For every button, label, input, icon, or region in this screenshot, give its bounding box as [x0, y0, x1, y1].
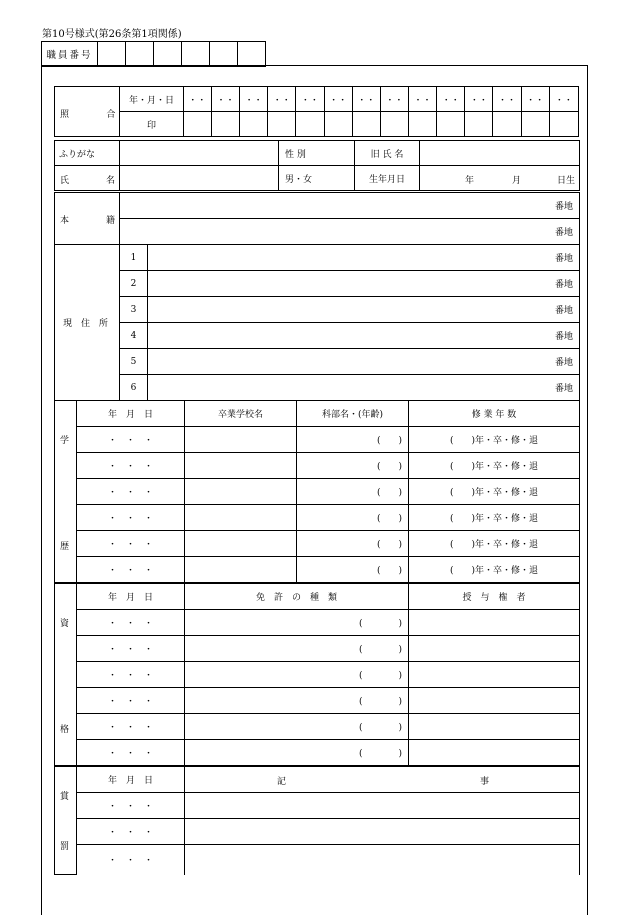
education-years[interactable]: ( )年・卒・修・退 — [409, 531, 580, 557]
education-col-date: 年 月 日 — [77, 401, 185, 427]
address-label: 現 住 所 — [55, 245, 120, 401]
verify-dots[interactable]: ・・ — [240, 87, 268, 112]
education-years[interactable]: ( )年・卒・修・退 — [409, 453, 580, 479]
verify-dots[interactable]: ・・ — [268, 87, 296, 112]
gender-label: 性 別 — [279, 141, 355, 166]
reward-date[interactable]: ・ ・ ・ — [77, 819, 185, 845]
birth-label: 生年月日 — [355, 166, 420, 191]
education-school[interactable] — [185, 479, 297, 505]
verify-dots[interactable]: ・・ — [408, 87, 436, 112]
verify-seal-box[interactable] — [549, 112, 578, 137]
reward-section — [54, 766, 580, 875]
license-col-date: 年 月 日 — [77, 584, 185, 610]
domicile-label: 本 籍 — [55, 193, 120, 245]
address-row-num: 1 — [120, 245, 148, 271]
verify-seal-box[interactable] — [268, 112, 296, 137]
staff-number-digit[interactable] — [98, 42, 126, 67]
license-grantor[interactable] — [409, 688, 580, 714]
education-dept[interactable]: ( ) — [297, 453, 409, 479]
reward-record[interactable] — [185, 793, 580, 819]
education-years[interactable]: ( )年・卒・修・退 — [409, 427, 580, 453]
address-row-num: 6 — [120, 375, 148, 401]
education-years[interactable]: ( )年・卒・修・退 — [409, 505, 580, 531]
verify-seal-box[interactable] — [183, 112, 211, 137]
address-row-num: 5 — [120, 349, 148, 375]
staff-number-label: 職員番号 — [42, 42, 98, 67]
reward-col-date: 年 月 日 — [77, 767, 185, 793]
domicile-line[interactable]: 番地 — [120, 193, 580, 219]
name-label: 氏 名 — [55, 166, 120, 191]
education-school[interactable] — [185, 427, 297, 453]
license-date[interactable]: ・ ・ ・ — [77, 610, 185, 636]
reward-record[interactable] — [185, 845, 580, 875]
staff-number-digit[interactable] — [154, 42, 182, 67]
education-date[interactable]: ・ ・ ・ — [77, 453, 185, 479]
license-date[interactable]: ・ ・ ・ — [77, 662, 185, 688]
license-type[interactable]: ( ) — [185, 740, 409, 766]
education-date[interactable]: ・ ・ ・ — [77, 557, 185, 583]
education-col-dept: 科部名・(年齢) — [297, 401, 409, 427]
education-section — [54, 400, 580, 583]
education-school[interactable] — [185, 531, 297, 557]
education-years[interactable]: ( )年・卒・修・退 — [409, 557, 580, 583]
verify-dots[interactable]: ・・ — [324, 87, 352, 112]
form-title: 第10号様式(第26条第1項関係) — [42, 29, 182, 40]
license-date[interactable]: ・ ・ ・ — [77, 688, 185, 714]
education-dept[interactable]: ( ) — [297, 479, 409, 505]
education-date[interactable]: ・ ・ ・ — [77, 531, 185, 557]
address-section — [54, 244, 580, 401]
license-section — [54, 583, 580, 766]
verify-seal-box[interactable] — [465, 112, 493, 137]
verify-dots[interactable]: ・・ — [549, 87, 578, 112]
address-line[interactable]: 番地 — [148, 375, 580, 401]
verify-seal-box[interactable] — [380, 112, 408, 137]
education-label: 学 歴 — [55, 401, 77, 583]
verify-dots[interactable]: ・・ — [437, 87, 465, 112]
verify-dots[interactable]: ・・ — [352, 87, 380, 112]
education-school[interactable] — [185, 453, 297, 479]
verify-seal-box[interactable] — [240, 112, 268, 137]
reward-record[interactable] — [185, 819, 580, 845]
furigana-field[interactable] — [120, 141, 279, 166]
staff-number-digit[interactable] — [126, 42, 154, 67]
license-grantor[interactable] — [409, 662, 580, 688]
reward-label: 賞 罰 — [55, 767, 77, 875]
address-row-num: 4 — [120, 323, 148, 349]
birth-field[interactable]: 年 月 日生 — [420, 166, 580, 191]
verify-seal-box[interactable] — [408, 112, 436, 137]
reward-col-record: 記 事 — [185, 767, 580, 793]
address-line[interactable]: 番地 — [148, 349, 580, 375]
reward-date[interactable]: ・ ・ ・ — [77, 793, 185, 819]
verify-seal-box[interactable] — [437, 112, 465, 137]
license-grantor[interactable] — [409, 610, 580, 636]
verify-seal-label: 印 — [120, 112, 183, 137]
verify-dots[interactable]: ・・ — [211, 87, 239, 112]
education-school[interactable] — [185, 505, 297, 531]
license-type[interactable]: ( ) — [185, 610, 409, 636]
license-type[interactable]: ( ) — [185, 636, 409, 662]
education-date[interactable]: ・ ・ ・ — [77, 427, 185, 453]
education-date[interactable]: ・ ・ ・ — [77, 505, 185, 531]
former-name-field[interactable] — [420, 141, 580, 166]
education-dept[interactable]: ( ) — [297, 531, 409, 557]
education-date[interactable]: ・ ・ ・ — [77, 479, 185, 505]
verify-dots[interactable]: ・・ — [380, 87, 408, 112]
domicile-line[interactable]: 番地 — [120, 219, 580, 245]
license-grantor[interactable] — [409, 740, 580, 766]
staff-number-box — [41, 41, 266, 67]
furigana-label: ふりがな — [55, 141, 120, 166]
license-col-type: 免 許 の 種 類 — [185, 584, 409, 610]
license-grantor[interactable] — [409, 636, 580, 662]
license-col-grantor: 授 与 権 者 — [409, 584, 580, 610]
verify-date-header: 年・月・日 — [120, 87, 183, 112]
verify-seal-box[interactable] — [493, 112, 521, 137]
education-col-years: 修 業 年 数 — [409, 401, 580, 427]
verify-label: 照 合 — [55, 87, 120, 137]
address-line[interactable]: 番地 — [148, 245, 580, 271]
education-dept[interactable]: ( ) — [297, 505, 409, 531]
staff-number-digit[interactable] — [210, 42, 238, 67]
license-grantor[interactable] — [409, 714, 580, 740]
education-col-school: 卒業学校名 — [185, 401, 297, 427]
verify-seal-box[interactable] — [352, 112, 380, 137]
license-type[interactable]: ( ) — [185, 688, 409, 714]
education-years[interactable]: ( )年・卒・修・退 — [409, 479, 580, 505]
license-date[interactable]: ・ ・ ・ — [77, 714, 185, 740]
staff-number-digit[interactable] — [182, 42, 210, 67]
reward-date[interactable]: ・ ・ ・ — [77, 845, 185, 875]
education-school[interactable] — [185, 557, 297, 583]
verify-dots[interactable]: ・・ — [296, 87, 324, 112]
education-dept[interactable]: ( ) — [297, 557, 409, 583]
address-line[interactable]: 番地 — [148, 271, 580, 297]
verify-section — [54, 86, 579, 137]
gender-value[interactable]: 男・女 — [279, 166, 355, 191]
name-field[interactable] — [120, 166, 279, 191]
verify-dots[interactable]: ・・ — [465, 87, 493, 112]
address-line[interactable]: 番地 — [148, 297, 580, 323]
verify-seal-box[interactable] — [324, 112, 352, 137]
license-type[interactable]: ( ) — [185, 714, 409, 740]
verify-seal-box[interactable] — [211, 112, 239, 137]
license-type[interactable]: ( ) — [185, 662, 409, 688]
address-line[interactable]: 番地 — [148, 323, 580, 349]
verify-seal-box[interactable] — [296, 112, 324, 137]
license-date[interactable]: ・ ・ ・ — [77, 740, 185, 766]
verify-dots[interactable]: ・・ — [183, 87, 211, 112]
address-row-num: 2 — [120, 271, 148, 297]
verify-seal-box[interactable] — [521, 112, 549, 137]
person-section — [54, 140, 580, 191]
license-label: 資 格 — [55, 584, 77, 766]
verify-dots[interactable]: ・・ — [521, 87, 549, 112]
address-row-num: 3 — [120, 297, 148, 323]
domicile-section — [54, 192, 580, 245]
education-dept[interactable]: ( ) — [297, 427, 409, 453]
license-date[interactable]: ・ ・ ・ — [77, 636, 185, 662]
staff-number-digit[interactable] — [238, 42, 266, 67]
verify-dots[interactable]: ・・ — [493, 87, 521, 112]
former-name-label: 旧 氏 名 — [355, 141, 420, 166]
